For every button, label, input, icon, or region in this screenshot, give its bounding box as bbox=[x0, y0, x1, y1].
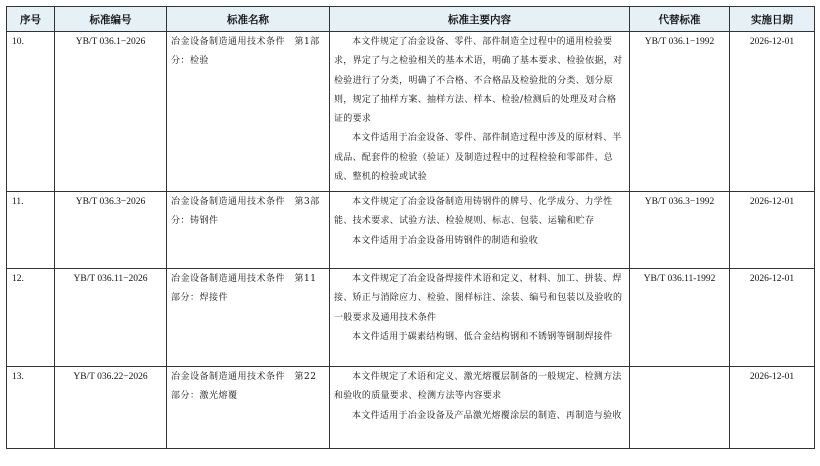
standard-name: 冶金设备制造通用技术条件 第1部分：检验 bbox=[167, 32, 330, 192]
standard-code: YB/T 036.1−2026 bbox=[55, 32, 167, 192]
content-paragraph: 本文件适用于冶金设备及产品激光熔覆涂层的制造、再制造与验收 bbox=[352, 410, 622, 421]
table-row bbox=[7, 32, 815, 192]
table-row bbox=[7, 269, 815, 367]
standard-code: YB/T 036.3−2026 bbox=[55, 192, 167, 269]
effective-date: 2026-12-01 bbox=[730, 32, 815, 192]
standard-name: 冶金设备制造通用技术条件 第3部分：铸钢件 bbox=[167, 192, 330, 269]
standards-table bbox=[6, 6, 815, 449]
content-paragraph: 本文件规定了冶金设备焊接件术语和定义、材料、加工、拼装、焊接、矫正与消除应力、检验、图样标注、涂装、编号和包装以及验收的一般要求及通用技术条件 bbox=[334, 274, 623, 323]
row-number: 11. bbox=[7, 192, 55, 269]
standard-name: 冶金设备制造通用技术条件 第11部分：焊接件 bbox=[167, 269, 330, 367]
table-row bbox=[7, 367, 815, 449]
replaced-standard: YB/T 036.1−1992 bbox=[630, 32, 730, 192]
standard-name: 冶金设备制造通用技术条件 第22部分：激光熔覆 bbox=[167, 367, 330, 449]
replaced-standard: YB/T 036.3−1992 bbox=[630, 192, 730, 269]
standard-content bbox=[330, 32, 630, 192]
effective-date: 2026-12-01 bbox=[730, 269, 815, 367]
replaced-standard: YB/T 036.11-1992 bbox=[630, 269, 730, 367]
header-number: 序号 bbox=[7, 7, 55, 32]
replaced-standard bbox=[630, 367, 730, 449]
content-paragraph: 本文件适用于冶金设备、零件、部件制造过程中涉及的原材料、半成品、配套件的检验（验证）及制造过程中的过程检验和零部件、总成、整机的检验或试验 bbox=[334, 133, 622, 183]
effective-date: 2026-12-01 bbox=[730, 192, 815, 269]
header-standard-code: 标准编号 bbox=[55, 7, 167, 32]
content-paragraph: 本文件适用于冶金设备用铸钢件的制造和验收 bbox=[352, 235, 539, 246]
table-row bbox=[7, 192, 815, 269]
row-number: 13. bbox=[7, 367, 55, 449]
header-replaced-standard: 代替标准 bbox=[630, 7, 730, 32]
standard-content bbox=[330, 269, 630, 367]
row-number: 12. bbox=[7, 269, 55, 367]
row-number: 10. bbox=[7, 32, 55, 192]
content-paragraph: 本文件适用于碳素结构钢、低合金结构钢和不锈钢等钢制焊接件 bbox=[352, 331, 613, 342]
header-main-content: 标准主要内容 bbox=[330, 7, 630, 32]
content-paragraph: 本文件规定了冶金设备、零件、部件制造全过程中的通用检验要求，界定了与之检验相关的基本术语，明确了基本要求、检验依据，对检验进行了分类，明确了不合格、不合格品及检验批的分类、划分原则，规定了抽样方案、抽样方法、样本、检验/检测后的处理及对合格证的要求 bbox=[334, 37, 623, 125]
standard-code: YB/T 036.11−2026 bbox=[55, 269, 167, 367]
header-effective-date: 实施日期 bbox=[730, 7, 815, 32]
content-paragraph: 本文件规定了术语和定义、激光熔覆层制备的一般规定、检测方法和验收的质量要求、检测方法等内容要求 bbox=[334, 372, 622, 402]
table-header-row bbox=[7, 7, 815, 32]
effective-date: 2026-12-01 bbox=[730, 367, 815, 449]
standard-content bbox=[330, 192, 630, 269]
standard-content bbox=[330, 367, 630, 449]
standard-code: YB/T 036.22−2026 bbox=[55, 367, 167, 449]
content-paragraph: 本文件规定了冶金设备制造用铸钢件的牌号、化学成分、力学性能、技术要求、试验方法、检验规则、标志、包装、运输和贮存 bbox=[334, 197, 613, 227]
header-standard-name: 标准名称 bbox=[167, 7, 330, 32]
